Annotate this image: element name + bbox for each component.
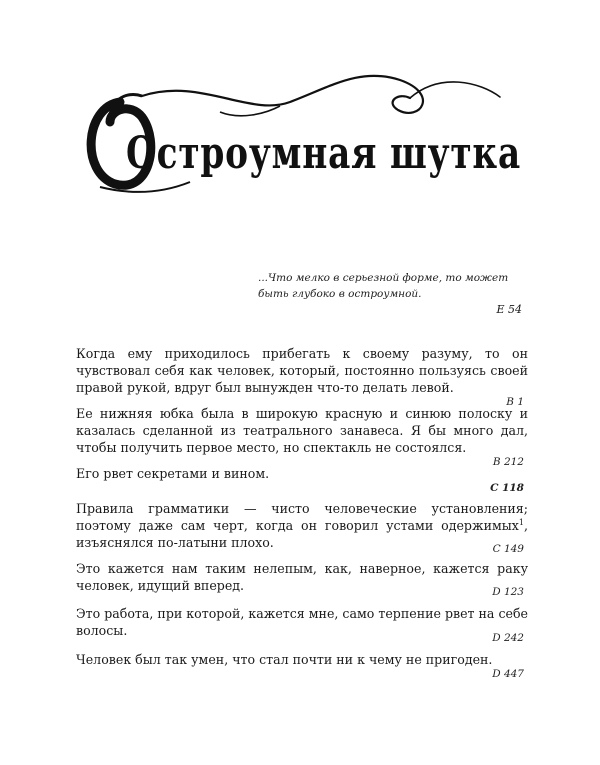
epigraph-text: ...Что мелко в серьезной форме, то может быть глубоко в остроумной. (258, 272, 509, 300)
title-block (80, 62, 530, 197)
quote-4-text-before: Правила грамматики — чисто человеческие установления; поэтому даже сам черт, когда он говорил устами одержимых (76, 501, 528, 533)
epigraph-source: E 54 (496, 303, 522, 316)
quote-6-source: D 242 (492, 632, 524, 644)
footnote-mark: 1 (518, 517, 524, 527)
quote-5-source: D 123 (492, 586, 524, 598)
quote-4-source: C 149 (492, 543, 524, 555)
quote-7: Человек был так умен, что стал почти ни к чему не пригоден. (76, 652, 493, 667)
quote-4-text-after: , изъяснялся по-латыни плохо. (76, 518, 528, 550)
quote-3-source: C 118 (490, 482, 524, 494)
quote-6: Это работа, при которой, кажется мне, само терпение рвет на себе волосы. (76, 606, 528, 638)
quote-5: Это кажется нам таким нелепым, как, наверное, кажется раку человек, идущий вперед. (76, 561, 528, 593)
quote-2-source: B 212 (492, 456, 524, 468)
quote-7-source: D 447 (492, 668, 524, 680)
quote-1: Когда ему приходилось прибегать к своему разуму, то он чувствовал себя как человек, который, постоянно пользуясь своей правой рукой, вдруг был вынужден что-то делать левой. (76, 346, 528, 395)
quote-1-source: B 1 (506, 396, 524, 408)
quote-4 (76, 500, 528, 551)
quote-3: Его рвет секретами и вином. (76, 466, 270, 481)
page-title: Остроумная шутка (126, 128, 522, 179)
quote-2: Ее нижняя юбка была в широкую красную и синюю полоску и казалась сделанной из театрального занавеса. Я бы много дал, чтобы получить первое место, но спектакль не состоялся. (76, 406, 528, 455)
